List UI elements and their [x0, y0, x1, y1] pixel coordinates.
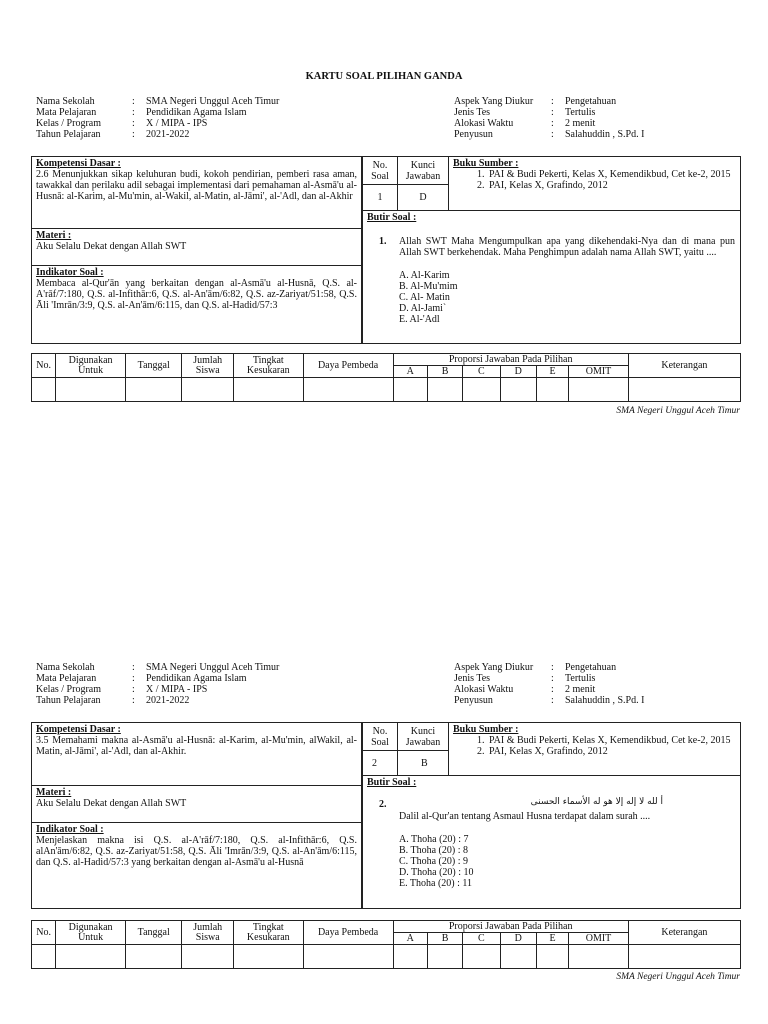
kompetensi-box	[31, 156, 362, 229]
indikator-box	[31, 265, 362, 344]
col-daya: Daya Pembeda	[303, 354, 393, 378]
info-value: X / MIPA - IPS	[146, 684, 208, 695]
info-colon: :	[132, 129, 135, 140]
table-cell	[303, 945, 393, 969]
buku-sumber-list	[453, 735, 736, 757]
col-choice: B	[427, 933, 462, 945]
indikator-label: Indikator Soal :	[36, 267, 104, 278]
info-colon: :	[551, 684, 554, 695]
col-choice: E	[536, 933, 568, 945]
col-choice: C	[463, 366, 500, 378]
info-label: Penyusun	[454, 695, 493, 706]
card2-info-right	[454, 662, 644, 706]
table-cell	[500, 945, 536, 969]
buku-sumber-item: 2. PAI, Kelas X, Grafindo, 2012	[487, 746, 736, 757]
butir-soal-label: Butir Soal :	[367, 212, 417, 223]
answer-option: D. Al-Jami`	[399, 303, 447, 314]
table-cell	[569, 945, 629, 969]
buku-sumber-box	[448, 722, 741, 776]
no-soal-header: No. Soal	[362, 722, 398, 751]
info-colon: :	[132, 684, 135, 695]
info-value: 2 menit	[565, 684, 596, 695]
arabic-verse: أ لله لا إله إلا هو له الأسماء الحسنى	[530, 797, 663, 807]
answer-option: D. Thoha (20) : 10	[399, 867, 474, 878]
table-cell	[569, 378, 629, 402]
kompetensi-box	[31, 722, 362, 786]
kompetensi-label: Kompetensi Dasar :	[36, 158, 121, 169]
info-label: Alokasi Waktu	[454, 118, 514, 129]
info-value: Pendidikan Agama Islam	[146, 107, 247, 118]
col-digunakan: Digunakan Untuk	[56, 354, 126, 378]
table-cell	[182, 945, 234, 969]
table-cell	[628, 378, 740, 402]
table-cell	[500, 378, 536, 402]
info-value: 2021-2022	[146, 129, 190, 140]
table-cell	[393, 945, 427, 969]
info-label: Tahun Pelajaran	[36, 695, 101, 706]
table-cell	[125, 945, 182, 969]
info-value: Pendidikan Agama Islam	[146, 673, 247, 684]
answer-option: C. Thoha (20) : 9	[399, 856, 468, 867]
info-label: Jenis Tes	[454, 107, 491, 118]
buku-sumber-item: 1. PAI & Budi Pekerti, Kelas X, Kemendikbud, Cet ke-2, 2015	[487, 735, 736, 746]
info-label: Mata Pelajaran	[36, 107, 97, 118]
info-colon: :	[551, 107, 554, 118]
info-value: Salahuddin , S.Pd. I	[565, 129, 645, 140]
kompetensi-text: 2.6 Menunjukkan sikap keluhuran budi, kokoh pendirian, pemberi rasa aman, tawakkal dan perilaku adil sebagai implementasi dari pemahaman al-Asmā'u al-Husnā: al-Karim, al-Mu'min, al-Wakil, al-Matin, al-Jāmi', al-'Adl, dan al-Akhir	[36, 169, 357, 202]
answer-option: C. Al- Matin	[399, 292, 450, 303]
no-soal-header: No. Soal	[362, 156, 398, 185]
butir-soal-box	[362, 210, 741, 344]
info-colon: :	[132, 107, 135, 118]
table-cell	[393, 378, 427, 402]
document-title: KARTU SOAL PILIHAN GANDA	[305, 71, 463, 82]
info-colon: :	[551, 129, 554, 140]
butir-soal-label: Butir Soal :	[367, 777, 417, 788]
info-value: Tertulis	[565, 107, 596, 118]
col-proporsi: Proporsi Jawaban Pada Pilihan	[393, 354, 628, 366]
buku-sumber-item: 1. PAI & Budi Pekerti, Kelas X, Kemendikbud, Cet ke-2, 2015	[487, 169, 736, 180]
col-tanggal: Tanggal	[125, 354, 182, 378]
col-choice: C	[463, 933, 500, 945]
table-cell	[427, 945, 462, 969]
question-number: 2.	[379, 799, 387, 810]
answer-option: E. Thoha (20) : 11	[399, 878, 473, 889]
buku-sumber-list	[453, 169, 736, 191]
col-no: No.	[32, 354, 56, 378]
info-colon: :	[551, 695, 554, 706]
kompetensi-text: 3.5 Memahami makna al-Asmā'u al-Husnā: al-Karim, al-Mu'min, alWakil, al-Matin, al-Jāmi', al-'Adl, dan al-Akhir.	[36, 735, 357, 757]
col-daya: Daya Pembeda	[303, 921, 393, 945]
card1-info-right	[454, 96, 644, 140]
stats-table	[31, 920, 741, 969]
kunci-header: Kunci Jawaban	[397, 722, 449, 751]
stats-table	[31, 353, 741, 402]
table-cell	[233, 378, 303, 402]
col-tanggal: Tanggal	[125, 921, 182, 945]
table-cell	[182, 378, 234, 402]
col-tingkat: Tingkat Kesukaran	[233, 354, 303, 378]
answer-option: A. Thoha (20) : 7	[399, 834, 469, 845]
info-colon: :	[551, 96, 554, 107]
question-number: 1.	[379, 236, 387, 247]
indikator-label: Indikator Soal :	[36, 824, 104, 835]
col-digunakan: Digunakan Untuk	[56, 921, 126, 945]
answer-option: B. Thoha (20) : 8	[399, 845, 468, 856]
info-label: Kelas / Program	[36, 684, 101, 695]
table-cell	[463, 945, 500, 969]
kompetensi-label: Kompetensi Dasar :	[36, 724, 121, 735]
info-colon: :	[132, 96, 135, 107]
col-choice: B	[427, 366, 462, 378]
table-cell	[536, 945, 568, 969]
info-label: Kelas / Program	[36, 118, 101, 129]
kunci-value: B	[397, 750, 449, 776]
info-label: Penyusun	[454, 129, 493, 140]
info-value: SMA Negeri Unggul Aceh Timur	[146, 662, 280, 673]
table-cell	[125, 378, 182, 402]
table-cell	[628, 945, 740, 969]
col-jumlah: Jumlah Siswa	[182, 921, 234, 945]
buku-sumber-box	[448, 156, 741, 211]
card1-info-left	[36, 96, 279, 140]
materi-text: Aku Selalu Dekat dengan Allah SWT	[36, 798, 187, 809]
info-value: 2 menit	[565, 118, 596, 129]
answer-option: E. Al-'Adl	[399, 314, 440, 325]
col-choice: E	[536, 366, 568, 378]
info-label: Jenis Tes	[454, 673, 491, 684]
col-choice: OMIT	[569, 933, 629, 945]
info-label: Alokasi Waktu	[454, 684, 514, 695]
kunci-header: Kunci Jawaban	[397, 156, 449, 185]
kunci-value: D	[397, 184, 449, 211]
info-colon: :	[132, 662, 135, 673]
col-choice: OMIT	[569, 366, 629, 378]
no-soal-value: 2	[362, 750, 398, 776]
col-choice: A	[393, 366, 427, 378]
materi-label: Materi :	[36, 230, 72, 241]
info-value: Tertulis	[565, 673, 596, 684]
buku-sumber-label: Buku Sumber :	[453, 158, 519, 169]
butir-soal-box	[362, 775, 741, 909]
info-colon: :	[132, 695, 135, 706]
answer-options	[399, 270, 457, 325]
col-keterangan: Keterangan	[628, 354, 740, 378]
table-cell	[536, 378, 568, 402]
info-value: Salahuddin , S.Pd. I	[565, 695, 645, 706]
table-cell	[233, 945, 303, 969]
col-keterangan: Keterangan	[628, 921, 740, 945]
materi-text: Aku Selalu Dekat dengan Allah SWT	[36, 241, 187, 252]
question-text: Dalil al-Qur'an tentang Asmaul Husna terdapat dalam surah ....	[399, 811, 651, 822]
buku-sumber-item: 2. PAI, Kelas X, Grafindo, 2012	[487, 180, 736, 191]
answer-option: A. Al-Karim	[399, 270, 450, 281]
answer-options	[399, 834, 474, 889]
materi-box	[31, 785, 362, 823]
info-label: Tahun Pelajaran	[36, 129, 101, 140]
info-label: Aspek Yang Diukur	[454, 662, 534, 673]
info-value: X / MIPA - IPS	[146, 118, 208, 129]
col-no: No.	[32, 921, 56, 945]
no-soal-value: 1	[362, 184, 398, 211]
table-cell	[463, 378, 500, 402]
info-colon: :	[132, 673, 135, 684]
materi-box	[31, 228, 362, 266]
info-value: 2021-2022	[146, 695, 190, 706]
table-cell	[32, 378, 56, 402]
info-colon: :	[551, 118, 554, 129]
info-label: Aspek Yang Diukur	[454, 96, 534, 107]
info-colon: :	[132, 118, 135, 129]
col-choice: D	[500, 366, 536, 378]
info-value: SMA Negeri Unggul Aceh Timur	[146, 96, 280, 107]
info-label: Nama Sekolah	[36, 96, 95, 107]
col-choice: D	[500, 933, 536, 945]
table-cell	[32, 945, 56, 969]
col-jumlah: Jumlah Siswa	[182, 354, 234, 378]
table-cell	[427, 378, 462, 402]
table-cell	[56, 378, 126, 402]
info-label: Mata Pelajaran	[36, 673, 97, 684]
info-value: Pengetahuan	[565, 662, 617, 673]
info-colon: :	[551, 662, 554, 673]
table-cell	[303, 378, 393, 402]
materi-label: Materi :	[36, 787, 72, 798]
card2-info-left	[36, 662, 279, 706]
footer-school: SMA Negeri Unggul Aceh Timur	[616, 972, 740, 982]
info-colon: :	[551, 673, 554, 684]
indikator-box	[31, 822, 362, 909]
col-tingkat: Tingkat Kesukaran	[233, 921, 303, 945]
info-label: Nama Sekolah	[36, 662, 95, 673]
answer-option: B. Al-Mu'mim	[399, 281, 458, 292]
col-choice: A	[393, 933, 427, 945]
footer-school: SMA Negeri Unggul Aceh Timur	[616, 406, 740, 416]
col-proporsi: Proporsi Jawaban Pada Pilihan	[393, 921, 628, 933]
question-text: Allah SWT Maha Mengumpulkan apa yang dikehendaki-Nya dan di mana pun Allah SWT berkehendak. Maha Penghimpun adalah nama Allah SWT, yaitu ....	[399, 236, 735, 258]
info-value: Pengetahuan	[565, 96, 617, 107]
indikator-text: Menjelaskan makna isi Q.S. al-A'rāf/7:180, Q.S. al-Infithār:6, Q.S. alAn'ām/6:82, Q.S. az-Zariyat/51:58, Q.S. Āli 'Imrān/3:9, Q.S. al-An'ām/6:115, dan Q.S. al-Hadid/57:3 yang berkaitan dengan al-Asmā'u al-Husnā	[36, 835, 357, 868]
indikator-text: Membaca al-Qur'ān yang berkaitan dengan al-Asmā'u al-Husnā, Q.S. al-A'rāf/7:180, Q.S. al-Infithār:6, Q.S. al-An'ām/6:82, Q.S. az-Zariyat/51:58, Q.S. Āli 'Imrān/3:9, Q.S. al-An'ām/6:115, dan Q.S. al-Hadid/57:3	[36, 278, 357, 311]
buku-sumber-label: Buku Sumber :	[453, 724, 519, 735]
table-cell	[56, 945, 126, 969]
